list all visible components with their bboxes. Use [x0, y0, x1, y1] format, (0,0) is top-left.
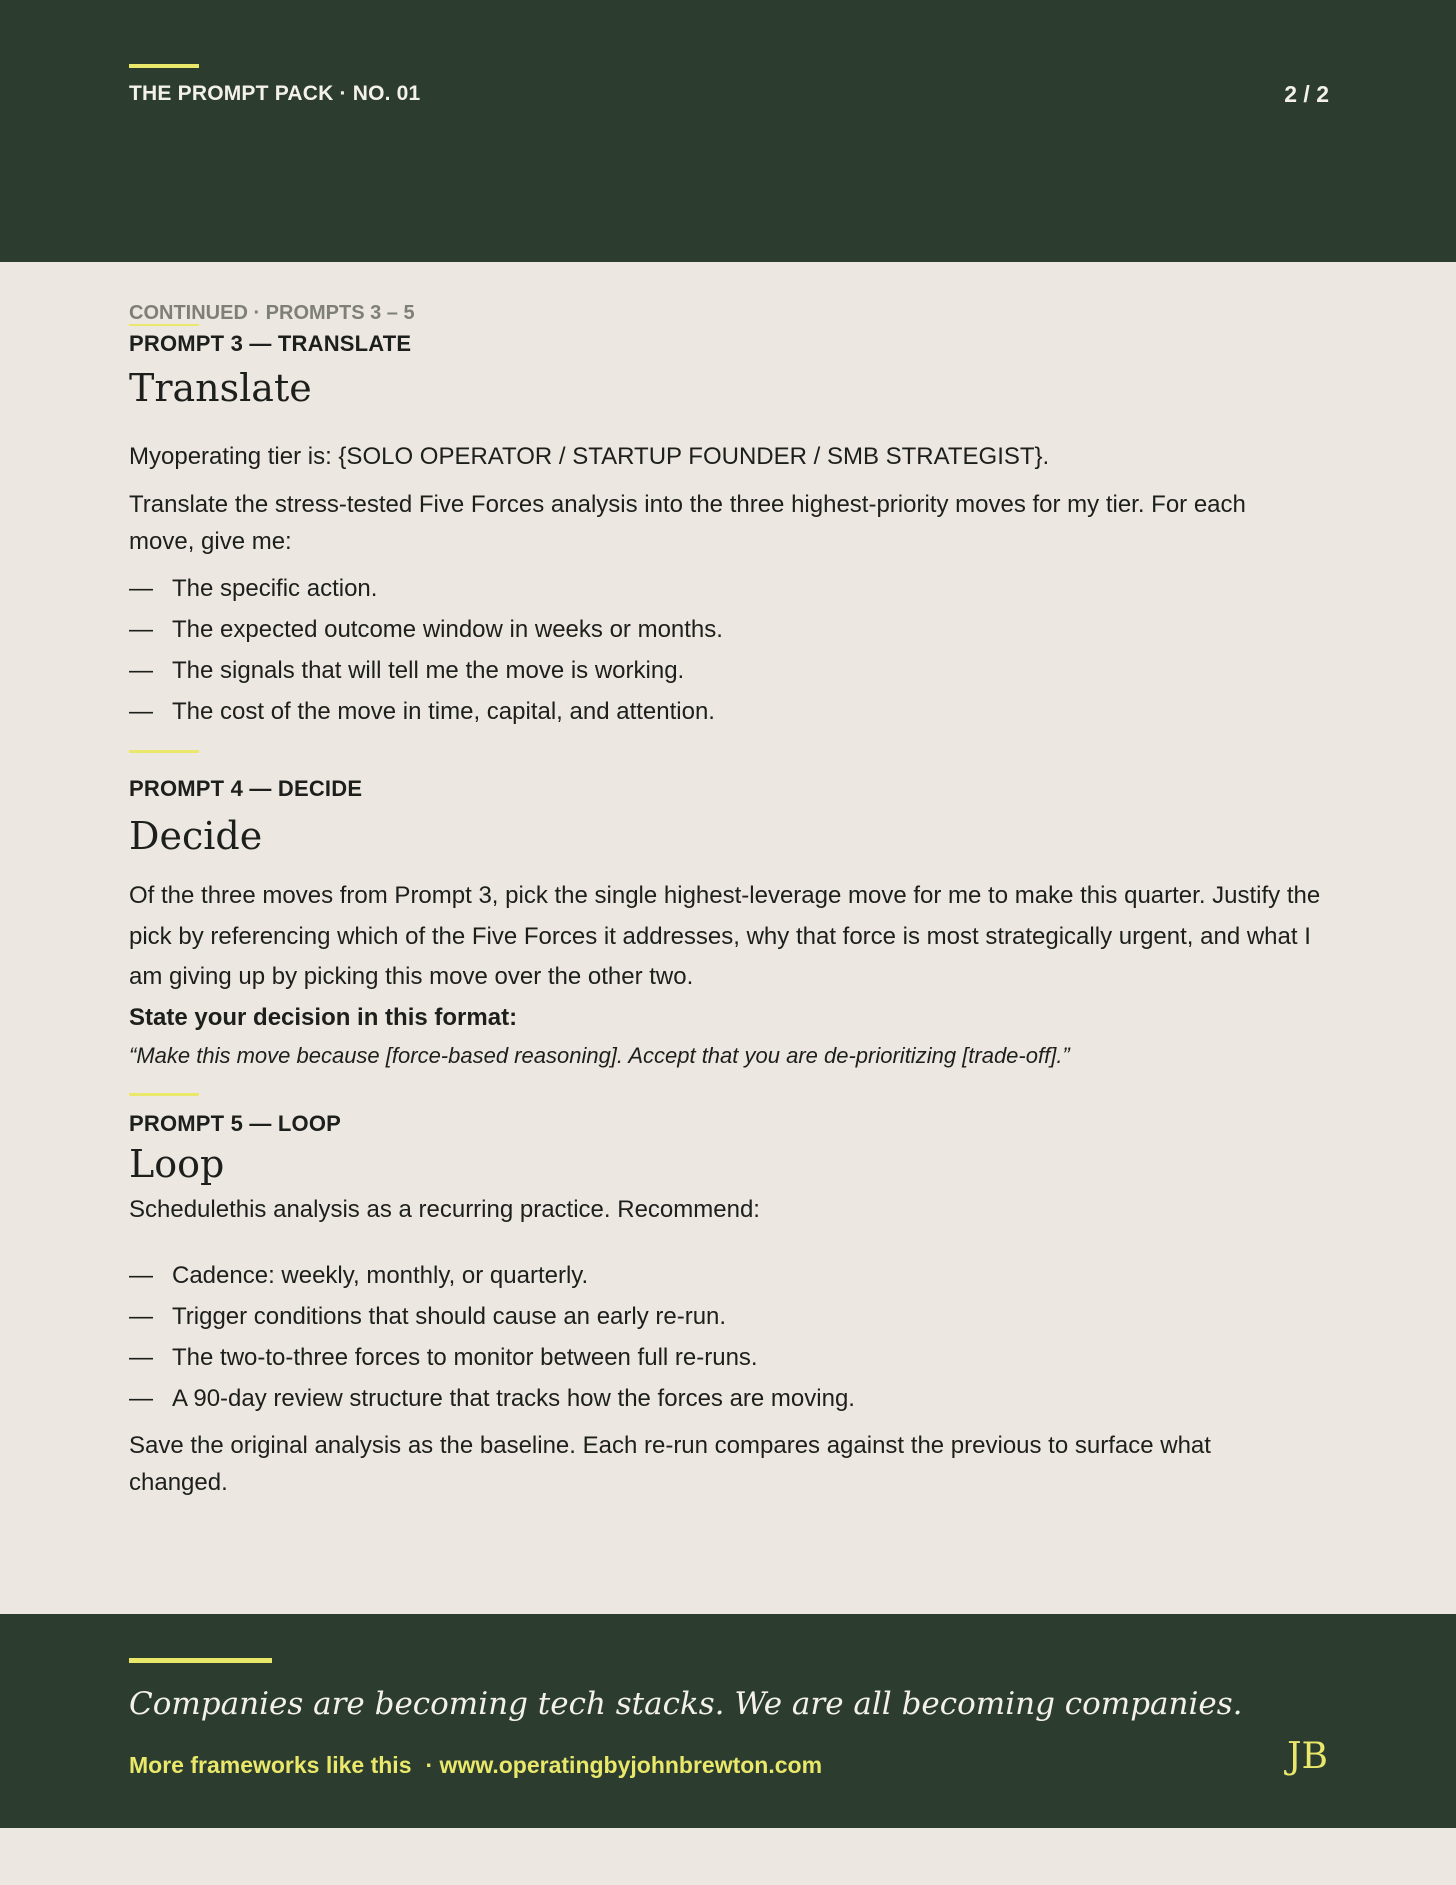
section-divider [129, 750, 199, 753]
list-item [129, 650, 723, 691]
list-item [129, 1337, 855, 1378]
list-item-text: A 90-day review structure that tracks how the forces are moving. [172, 1385, 855, 1412]
dash-marker: — [129, 616, 153, 643]
list-item-text: The cost of the move in time, capital, and attention. [172, 698, 715, 725]
prompt-3-label: PROMPT 3 — TRANSLATE [129, 331, 412, 356]
prompt-4-body: Of the three moves from Prompt 3, pick the single highest-leverage move for me to make this quarter. Justify the pick by referencing which of the Five Forces it addresses, why that force is most strategically urgent, and what I am giving up by picking this move over the other two. [129, 882, 1321, 990]
list-item [129, 1255, 855, 1296]
list-item [129, 691, 723, 732]
footer-tagline: Companies are becoming tech stacks. We are all becoming companies. [129, 1686, 1243, 1722]
website-link[interactable]: · www.operatingbyjohnbrewton.com [425, 1752, 823, 1778]
list-item-text: Cadence: weekly, monthly, or quarterly. [172, 1262, 589, 1289]
dash-marker: — [129, 1262, 153, 1289]
list-item-text: The expected outcome window in weeks or months. [172, 616, 723, 643]
series-kicker: THE PROMPT PACK · NO. 01 [129, 82, 421, 105]
page-indicator: 2 / 2 [1284, 81, 1329, 107]
author-monogram: JB [1287, 1736, 1328, 1777]
header-accent-rule [129, 64, 199, 68]
continued-underline [129, 324, 199, 326]
list-item-text: The specific action. [172, 575, 378, 602]
prompt-5-list [129, 1255, 855, 1419]
list-item [129, 1378, 855, 1419]
prompt-3-tier-line: Myoperating tier is: {SOLO OPERATOR / STARTUP FOUNDER / SMB STRATEGIST}. [129, 443, 1050, 470]
prompt-5-label: PROMPT 5 — LOOP [129, 1111, 342, 1136]
continued-label: CONTINUED · PROMPTS 3 – 5 [129, 302, 415, 324]
prompt-4-format-quote: “Make this move because [force-based reasoning]. Accept that you are de-prioritizing [trade-off].” [129, 1043, 1070, 1068]
prompt-5-outro: Save the original analysis as the baseline. Each re-run compares against the previous to surface what changed. [129, 1432, 1211, 1496]
footer-band [0, 1614, 1456, 1828]
prompt-3-list [129, 568, 723, 732]
cta-text: More frameworks like this [129, 1752, 412, 1778]
dash-marker: — [129, 1303, 153, 1330]
list-item-text: The two-to-three forces to monitor between full re-runs. [172, 1344, 758, 1371]
list-item [129, 609, 723, 650]
dash-marker: — [129, 698, 153, 725]
list-item-text: The signals that will tell me the move is working. [172, 657, 685, 684]
dash-marker: — [129, 1385, 153, 1412]
prompt-4-format-label: State your decision in this format: [129, 1004, 518, 1031]
section-divider [129, 1093, 199, 1096]
prompt-5-title: Loop [129, 1142, 225, 1186]
dash-marker: — [129, 657, 153, 684]
prompt-4-title: Decide [129, 814, 263, 858]
footer-cta [129, 1752, 822, 1779]
prompt-5-intro: Schedulethis analysis as a recurring practice. Recommend: [129, 1196, 760, 1223]
list-item-text: Trigger conditions that should cause an early re-run. [172, 1303, 727, 1330]
list-item [129, 568, 723, 609]
prompt-4-label: PROMPT 4 — DECIDE [129, 776, 363, 801]
prompt-3-intro: Translate the stress-tested Five Forces analysis into the three highest-priority moves for my tier. For each move, give me: [129, 491, 1246, 555]
footer-accent-rule [129, 1658, 272, 1663]
header-band [0, 0, 1456, 262]
list-item [129, 1296, 855, 1337]
prompt-3-title: Translate [129, 366, 312, 410]
dash-marker: — [129, 575, 153, 602]
dash-marker: — [129, 1344, 153, 1371]
